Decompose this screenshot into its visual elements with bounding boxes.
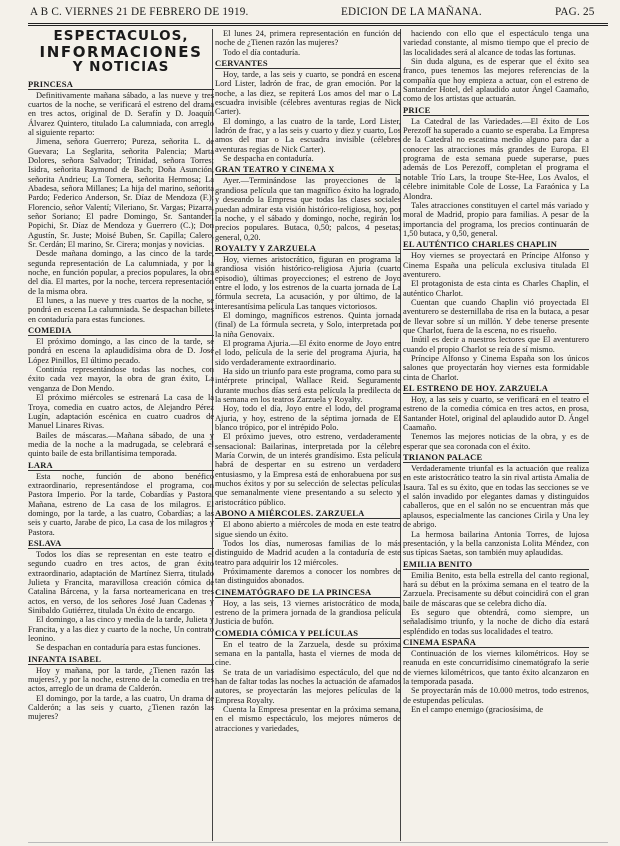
cinema-espana-paragraph: Se proyectarán más de 10.000 metros, todo estrenos, de estupendas películas.: [403, 686, 589, 705]
price-paragraph: La Catedral de las Variedades.—El éxito de Los Perezoff ha superado a cuanto se esperaba. La Empresa de la Catedral no escatima medio alguno para dar a conocer las atracciones más grandes de Europa. El programa de esta semana puede superarse, pues además de Los Perezoff, completan el programa el notable Trío Lars, la troupe Ste-Hee, Los Avalos, el célebre inimitable Cole de Losse, La Faraónica y La Alondra.: [403, 116, 589, 201]
estreno-zarzuela-paragraph: Hoy, a las seis y cuarto, se verificará en el teatro el estreno de la comedia cómica en tres actos, en prosa, Santander Hotel, original del aplaudido autor D. Ángel Caamaño.: [403, 395, 589, 433]
cinema-espana-heading: CINEMA ESPAÑA: [403, 637, 589, 648]
masthead-line-3: Y NOTICIAS: [72, 59, 170, 75]
eslava-heading: ESLAVA: [28, 538, 214, 549]
header-page-number: PAG. 25: [555, 6, 595, 18]
chaplin-heading: EL AUTÉNTICO CHARLES CHAPLIN: [403, 239, 589, 250]
ajuria-paragraph: El programa Ajuria.—El éxito enorme de Joyo entre el lodo, película de la serie del programa Ajuria, ha sido verdaderamente extraordinario.: [215, 338, 401, 367]
cervantes-paragraph: Hoy, tarde, a las seis y cuarto, se pondrá en escena Lord Lister, ladrón de frac, de gran emoción. Por la noche, a las diez, se repiterá Los amos del mar o La escuadra invisible (célebres aventuras regias de Nick Carter).: [215, 70, 401, 117]
chaplin-paragraph: Inútil es decir a nuestros lectores que El aventurero cuando el propio Charlot se reía de sí mismo.: [403, 335, 589, 354]
comedia-paragraph: El próximo domingo, a las cinco de la tarde, se pondrá en escena la aplaudidísima obra de D. José López Pinillos, El último pecado.: [28, 337, 214, 365]
trianon-heading: TRIANON PALACE: [403, 452, 589, 463]
abono-heading: ABONO A MIÉRCOLES. ZARZUELA: [215, 508, 401, 519]
gran-teatro-heading: GRAN TEATRO Y CINEMA X: [215, 164, 401, 175]
royalty-heading: ROYALTY Y ZARZUELA: [215, 243, 401, 254]
cinema-espana-paragraph: Continuación de los viernes kilométricos. Hoy se reanuda en este concurridísimo cinematógrafo la serie de viernes kilométricos, que tanto éxito alcanzaron en la temporada pasada.: [403, 648, 589, 686]
trianon-paragraph: La hermosa bailarina Antonia Torres, de lujosa presentación, y la bella canzonista Lolita Méndez, con sus típicas Saetas, son también muy aplaudidas.: [403, 529, 589, 558]
chaplin-paragraph: Cuentan que cuando Chaplin vió proyectada El aventurero se desternillaba de risa en la butaca, a pesar de llevar sobre sí un millón. Y debe tenerse presente que Charlot, fuera de la escena, no es risueño.: [403, 297, 589, 335]
princesa-paragraph: Definitivamente mañana sábado, a las nueve y tres cuartos de la noche, se verificará el estreno del drama en tres actos, original de D. Serafín y D. Joaquín Álvarez Quintero, titulado La calumniada, con arreglo al siguiente reparto:: [28, 90, 214, 137]
column-1: [28, 29, 214, 844]
comedia-comica-heading: COMEDIA CÓMICA Y PELÍCULAS: [215, 628, 401, 639]
comedia-heading: COMEDIA: [28, 325, 214, 336]
emilia-benito-paragraph: Es seguro que obtendrá, como siempre, un señaladísimo triunfo, y la noche de dicho día estará espléndido en todas sus localidades el teatro.: [403, 607, 589, 636]
ajuria-paragraph: El próximo jueves, otro estreno, verdaderamente sensacional: Bailarinas, interpretada por la célebre María Corwin, de un interés grandísimo. Esta película habrá de despertar en su estreno un verdadero entusiasmo, y la Empresa está de enhorabuena por sus muchos éxitos y por su selección de selectas películas que semanalmente viene presentando a su selecto y aristocrático público.: [215, 432, 401, 507]
masthead-line-2: INFORMACIONES: [39, 42, 203, 61]
page-bottom-edge: [28, 842, 608, 843]
cervantes-heading: CERVANTES: [215, 58, 401, 69]
ajuria-paragraph: Hoy, todo el día, Joyo entre el lodo, del programa Ajuria, y hoy, estreno de la séptima jornada de El blanco trópico, por el intrépido Polo.: [215, 404, 401, 433]
abono-paragraph: Todos los días, numerosas familias de lo más distinguido de Madrid acuden a la contaduría de este teatro para adquirir los 12 miércoles.: [215, 538, 401, 567]
princesa-heading: PRINCESA: [28, 79, 214, 90]
cinematografo-heading: CINEMATÓGRAFO DE LA PRINCESA: [215, 587, 401, 598]
emilia-benito-paragraph: Emilia Benito, esta bella estrella del canto regional, hará su début en la próxima semana en el teatro de la Zarzuela. Precisamente su début coincidirá con el gran baile de máscaras que se celebra dicho día.: [403, 570, 589, 608]
page-header: [30, 6, 605, 20]
masthead-line-1: ESPECTACULOS,: [53, 29, 189, 44]
column-3: [403, 29, 589, 844]
comica-continued: Sin duda alguna, es de esperar que el éxito sea franco, pues tenemos las mejores referencias de la compañía que hoy empieza a actuar, con el estreno de Santander Hotel, del aplaudido autor Ángel Caamaño, como de los artistas que actuarán.: [403, 57, 589, 104]
price-paragraph: Tales atracciones constituyen el cartel más variado y moral de Madrid, propio para familias. A pesar de la importancia del programa, los precios continuarán de 1,50 butaca, y 0,50, general.: [403, 200, 589, 238]
infanta-heading: INFANTA ISABEL: [28, 654, 214, 665]
price-heading: PRICE: [403, 105, 589, 116]
section-masthead: [28, 29, 214, 76]
infanta-continued: El lunes 24, primera representación en función de noche de ¿Tienen razón las mujeres?: [215, 29, 401, 48]
lara-heading: LARA: [28, 460, 214, 471]
lara-paragraph: Esta noche, función de abono benéfico extraordinario, representándose el programa, con Pastora Imperio. Por la tarde, Cobardías y Pastora. Mañana, estreno de La casa de los milagros. El domingo, por la tarde, a las cuatro, Cobardías; a las seis y cuarto, Jarabe de pico, La casa de los milagros y Pastora.: [28, 471, 214, 537]
royalty-paragraph: Hoy, viernes aristocrático, figuran en programa la grandiosa visión histórico-religiosa Ajuria (cuarto episodio), últimas proyecciones; el estreno de Joyo entre el lodo, y los estrenos de la cuarta jornada de La fórmula secreta, La acusación, y por último, de la interesantísima película Las tanques victoriosos.: [215, 254, 401, 311]
abono-paragraph: Próximamente daremos a conocer los nombres de tan distinguidos abonados.: [215, 566, 401, 586]
chaplin-paragraph: Hoy viernes se proyectará en Príncipe Alfonso y Cinema España una película exclusiva titulada El aventurero.: [403, 251, 589, 279]
header-rule-2: [28, 25, 608, 26]
cinema-espana-paragraph: En el campo enemigo (graciosísima, de: [411, 705, 544, 714]
eslava-paragraph: El domingo, a las cinco y media de la tarde, Julieta y Francita, y a las diez y cuarto de la noche, Un contrato leonino.: [28, 615, 214, 644]
comedia-paragraph: Bailes de máscaras.—Mañana sábado, de una y media de la noche a la madrugada, se celebrará el quinto baile de esta brillantísima temporada.: [28, 430, 214, 459]
comedia-comica-paragraph: En el teatro de la Zarzuela, desde su próxima semana en la pantalla, hasta el viernes de moda de cine.: [215, 639, 401, 668]
cervantes-paragraph: El domingo, a las cuatro de la tarde, Lord Lister, ladrón de frac, y a las seis y cuarto y diez y cuarto, Los amos del mar o La escuadra invisible (célebres aventuras regias de Nick Carter).: [215, 116, 401, 154]
estreno-zarzuela-heading: EL ESTRENO DE HOY. ZARZUELA: [403, 383, 589, 394]
chaplin-paragraph: Príncipe Alfonso y Cinema España son los únicos salones que proyectarán hoy viernes esta formidable cinta de Charlot.: [403, 354, 589, 382]
column-2: [215, 29, 401, 844]
header-edition: EDICION DE LA MAÑANA.: [341, 6, 482, 18]
chaplin-paragraph: El protagonista de esta cinta es Charles Chaplin, el auténtico Charlot.: [403, 279, 589, 298]
infanta-paragraph: Hoy y mañana, por la tarde, ¿Tienen razón las mujeres?, y por la noche, estreno de la comedia en tres actos, arreglo de un drama de Calderón.: [28, 665, 214, 694]
comedia-paragraph: El próximo miércoles se estrenará La casa de la Troya, comedia en cuatro actos, de Alejandro Pérez Lugín, adaptación escénica en cuatro cuadros de Manuel Linares Rivas.: [28, 393, 214, 431]
header-rule: [28, 23, 608, 24]
princesa-paragraph: El lunes, a las nueve y tres cuartos de la noche, se pondrá en escena La calumniada. Se despachan billetes en contaduría para estas funciones.: [28, 296, 214, 324]
eslava-paragraph: Todos los días se representan en este teatro el segundo cuadro en tres actos, de gran éxito extraordinario, adaptación de Martínez Sierra, titulado Julieta y Francita, maravillosa creación cómica de Catalina Bárcena, y la farsa norteamericana en tres actos, en verso, de los señores José Juan Cadenas y Sinibaldo Gutiérrez, titulada Un éxito de encargo.: [28, 549, 214, 616]
cinematografo-paragraph: Hoy, a las seis, 13 viernes aristocrático de moda, estreno de la primera jornada de la grandiosa película Justicia de bufón.: [215, 598, 401, 627]
comica-continued: haciendo con ello que el espectáculo tenga una variedad constante, al mismo tiempo que el precio de las localidades será al alcance de todas las fortunas.: [403, 29, 589, 57]
comedia-paragraph: Continúa representándose todas las noches, con éxito cada vez mayor, la obra de gran éxito, La venganza de Don Mendo.: [28, 365, 214, 393]
princesa-cast: Jimena, señora Guerrero; Pureza, señorita L. de Guevara; La Seglarita, señorita Palencia; Marta Dolores, señora Salvador; Trinidad, señora Torres; Isidra, señorita Raymond de Bach; Doña Asunción, señorita Andrieu; La Tornera, señorita Hermosa; La Abadesa, señora Millanes; La hija del marino, señorita Pardo; Federico Anderson, Sr. Díaz de Mendoza (F.); Florencio, señor Valentí; Vileriano, Sr. Vargas; Pizarra, señor Soriano; El padre Domingo, Sr. Santander; Popichi, Sr. Díaz de Mendoza y Guerrero (C.); Don Agustín, Sr. Juste; Moisé Buben, Sr. Capilla; Calero, Sr. Cerdán; El marino, Sr. Cirera; monjas y novicias.: [28, 137, 214, 249]
eslava-paragraph: Se despachan en contaduría para estas funciones.: [36, 643, 201, 653]
header-date: A B C. VIERNES 21 DE FEBRERO DE 1919.: [30, 6, 249, 18]
cervantes-paragraph: Se despacha en contaduría.: [223, 154, 314, 164]
ajuria-paragraph: Ha sido un triunfo para este programa, como para su intérprete principal, Wallace Reid. Seguramente durante muchos días será esta película la predilecta de la semana en los teatros Zarzuela y Royalty.: [215, 367, 401, 405]
estreno-zarzuela-paragraph: Tenemos las mejores noticias de la obra, y es de esperar que sea coronada con el éxito.: [403, 432, 589, 451]
infanta-continued: Todo el día contaduría.: [223, 47, 301, 57]
princesa-paragraph: Desde mañana domingo, a las cinco de la tarde, segunda representación de La calumniada, y por la noche, en función popular, a precios populares, la obra del día. El martes, por la noche, tercera representación de la misma obra.: [28, 249, 214, 296]
gran-teatro-paragraph: Ayer.—Terminándose las proyecciones de la grandiosa película que tan magnífico éxito ha logrado, y deseando la Empresa que todas las clases sociales puedan admirar esta visión histórico-religiosa, hoy, por la noche, y el sábado y domingo, noche, regirán los precios populares. Butaca, 0,50; palcos, 4 pesetas; general, 0,20.: [215, 176, 401, 242]
comedia-comica-paragraph: Se trata de un variadísimo espectáculo, del que no han de faltar todas las noches la actuación de afamados autores, se proyectarán las mejores películas de la Empresa Royalty.: [215, 667, 401, 705]
royalty-paragraph: El domingo, magníficos estrenos. Quinta jornada (final) de La fórmula secreta, y Solo, interpretada por la niña Genovaix.: [215, 310, 401, 339]
emilia-benito-heading: EMILIA BENITO: [403, 559, 589, 570]
abono-paragraph: El abono abierto a miércoles de moda en este teatro sigue siendo un éxito.: [215, 520, 401, 539]
infanta-paragraph: El domingo, por la tarde, a las cuatro, Un drama de Calderón; a las seis y cuarto, ¿Tienen razón las mujeres?: [28, 693, 214, 722]
comedia-comica-paragraph: Cuenta la Empresa presentar en la próxima semana, en el mismo espectáculo, los mejores números de atracciones y variedades,: [215, 705, 401, 733]
trianon-paragraph: Verdaderamente triunfal es la actuación que realiza en este aristocrático teatro la sin rival artista Amalia de Isaura. Tal es su éxito, que en todas las secciones se ve el salón invadido por elegantes damas y distinguidos caballeros, que en el salón no se encuentran más que aplausos, especialmente las canciones Cirila y Una ley de abrigo.: [403, 464, 589, 530]
